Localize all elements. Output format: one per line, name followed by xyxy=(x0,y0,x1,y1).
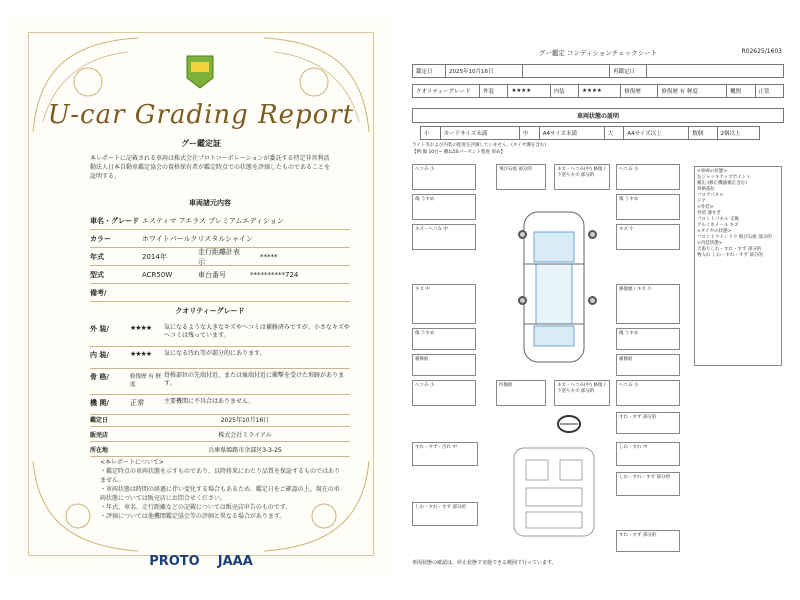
report-notes: <本レポートについて> ・鑑定時点の車両状態を示すものであり、以降将来にわたり品質を保証するものではありません。 ・車両状態は時間の経過に伴い変化する場合もあるため、鑑定日をご確認の上、現在の車両状態については販売店にお問合せください。 ・年式、車名、走行距離などの記載については販売店申告のものです。 ・評価については他機関鑑定協会等の評価と異なる場合があります。 xyxy=(100,459,341,520)
appraisal-date-row: 鑑定日 2025年10月16日 xyxy=(90,412,350,427)
damage-box: ヘコみ 小 xyxy=(616,164,680,190)
jaaa-logo: JAAA xyxy=(217,554,253,569)
damage-box: 凹傷痕 xyxy=(496,380,546,406)
address-row: 所在地 兵庫県姫路市余部区3-3-25 xyxy=(90,442,350,457)
damage-box: 傷 うすめ xyxy=(412,328,476,350)
damage-box: 補修痕 xyxy=(412,354,476,376)
tire-icon xyxy=(588,296,597,305)
damage-box: 傷 うすめ xyxy=(412,194,476,220)
car-top-view-diagram-icon xyxy=(504,202,604,372)
tire-icon xyxy=(588,230,597,239)
sheet-title: グー鑑定 コンディションチェックシート xyxy=(538,49,658,57)
quality-row-engine: 機 関/ 正 常 主要機関に不具合はありません。 xyxy=(90,394,350,415)
report-title: U-car Grading Report xyxy=(47,100,355,130)
damage-box: キズ・ヘコみ(中) 修復 / 下塗りキズ 部分的 xyxy=(554,164,610,190)
condition-check-sheet xyxy=(408,42,788,570)
damage-box: 傷 うすめ xyxy=(616,328,680,350)
quality-row-interior: 内 装/ ★★★★ 気になる汚れ等が部分的にあります。 xyxy=(90,346,350,369)
damage-box: ヘコみ 小 xyxy=(616,380,680,406)
steering-wheel-icon xyxy=(556,414,582,434)
damage-box: しわ・すれ・すず 部分的 xyxy=(616,472,680,496)
tire-icon xyxy=(518,230,527,239)
proto-logo: PROTO xyxy=(149,554,200,569)
damage-box: すれ・すず・汚れ 中 xyxy=(412,442,478,466)
section-title: 車両状態の説明 xyxy=(412,108,784,123)
grade-table: クオリティーグレード 外装 ★★★★ 内装 ★★★★ 修復歴 修復歴 有 軽度 機関 正常 xyxy=(412,84,784,98)
note-line-1: ライト等および内装の程度を評価していません。(タイヤ溝を含む) xyxy=(412,143,547,148)
note-line-2: 【例:傷 10台~ 概ね50パーセント程度 厚め】 xyxy=(412,150,505,155)
spec-header: 車両諸元内容 xyxy=(189,199,231,207)
size-legend-table: 小 カードサイズ未満 中 A4サイズ未満 大 A4サイズ以上 数個 2個以上 xyxy=(420,126,760,140)
report-subtitle: グー鑑定証 xyxy=(181,139,221,148)
car-interior-diagram-icon xyxy=(504,442,604,542)
sheet-code: R02625/1603 xyxy=(741,48,782,55)
dealer-row: 販売店 株式会社ミライアル xyxy=(90,427,350,442)
damage-box: 補修痕 xyxy=(616,354,680,376)
quality-row-frame: 骨 格/ 修復歴 有 軽度 骨格部位の先端付近、または後端付近に衝撃を受けた形跡があります。 xyxy=(90,368,350,395)
damage-box: すれ・すず 部分的 xyxy=(616,412,680,434)
tire-icon xyxy=(518,296,527,305)
spec-row-color: カラー ホワイトパールクリスタルシャイン xyxy=(90,230,350,248)
damage-box: キズ・ヘコみ 中 xyxy=(412,224,476,250)
intro-text: 本レポートに記載される車両は株式会社プロトコーポレーションが委託する特定非営利活動法人日本自動車鑑定協会の資格保有者が鑑定時点での状態を評価したものであることを証明する。 xyxy=(90,155,331,180)
quality-row-exterior: 外 装/ ★★★★ 気になるような大きなキズやヘコミは補修済みですが、小さなキズやヘコミは残っています。 xyxy=(90,320,350,347)
spec-row-model: 型式 ACR50W 車台番号 **********724 xyxy=(90,266,350,284)
spec-row-year: 年式 2014年 走行距離計表示 ***** xyxy=(90,248,350,266)
spec-row-name: 車名・グレード エスティマ アエラス プレミアムエディション xyxy=(90,212,350,230)
status-legend: <車両の状態> 左ジャッキアップポイント 補正 (修正機器補正含む) 骨格部位 フロアパネル ドア <外装> 外装 薄すぎ フロントパネル 交換 アルミホイール キズ <タイヤの状態> フロントウインドウ 飛び石痕 部分的 <内装状態> 天張りしわ・すれ・すず 部分的 物入れ しわ・すれ・すず 部分的 xyxy=(694,166,782,366)
damage-box: すれ・すず 部分的 xyxy=(616,530,680,552)
damage-box: しわ・すれ・すず 部分的 xyxy=(412,502,478,526)
grading-certificate xyxy=(10,14,392,574)
damage-box: しわ・すれ 中 xyxy=(616,442,680,466)
damage-box: キズ・ヘコみ(中) 修復 / 下塗りキズ 部分的 xyxy=(554,380,610,406)
damage-box: キズ 中 xyxy=(412,284,476,324)
sheet-footer: 車両状態の確認は、停止状態で実施できる範囲で行っています。 xyxy=(412,560,557,566)
date-table: 鑑定日 2025年10月16日 再鑑定日 xyxy=(412,64,784,78)
goo-badge-icon xyxy=(183,54,217,90)
logos xyxy=(10,554,392,569)
damage-box: ヘコみ 小 xyxy=(412,380,476,406)
damage-box: 傷 うすめ xyxy=(616,194,680,220)
damage-box: ヘコみ 小 xyxy=(412,164,476,190)
damage-box: 飛び石痕 部分的 xyxy=(496,164,546,190)
quality-header: クオリティーグレード xyxy=(175,307,245,315)
damage-box: キズ 小 xyxy=(616,224,680,250)
spec-row-notes: 備考/ xyxy=(90,284,350,302)
damage-box: 修復歴 / キズ 小 xyxy=(616,284,680,324)
